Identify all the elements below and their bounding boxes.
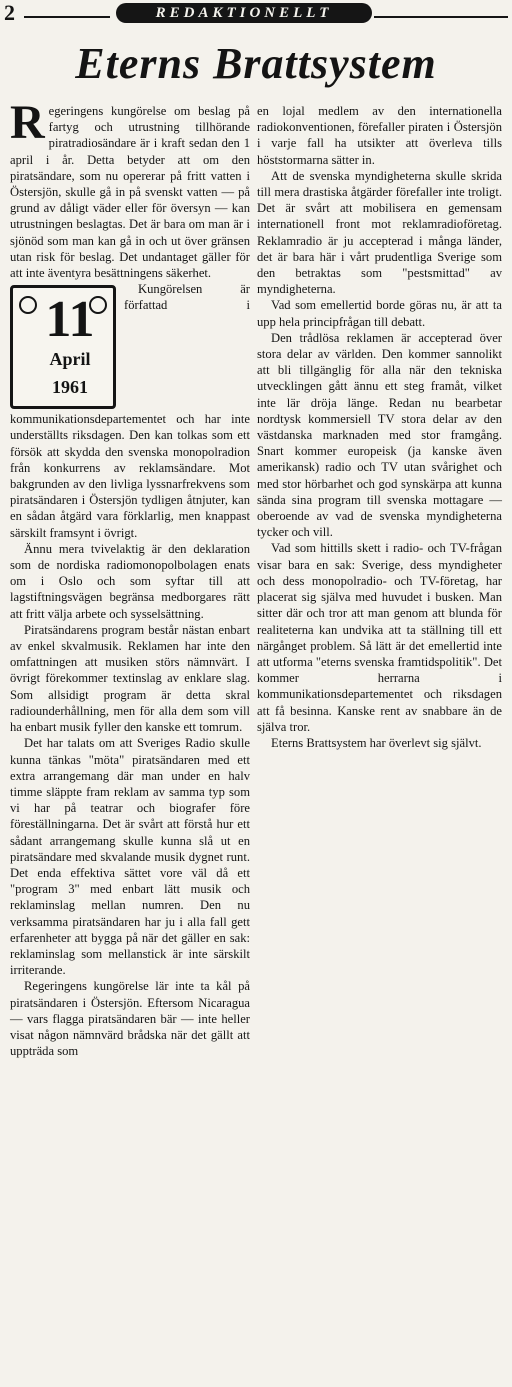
drop-cap: R bbox=[10, 96, 45, 149]
date-month: April bbox=[49, 349, 91, 370]
article-paragraph-11: Vad som hittills skett i radio- och TV-frågan visar bara en sak: Sverige, dess myndigheter och dess monopolradio- och TV-företag, har placerat sig själva med huvudet i busken. Man sitter där och tror att man genom att blunda för realiteterna kan undvika att ta ställning till ett närgånget problem. Så lätt är det emellertid inte att utforma "eterns svenska framtidspolitik". Det kommer herrarna i kommunikationsdepartementet och riksdagen att få besinna. Kanske rent av snabbare än de själva tror. bbox=[257, 541, 502, 734]
page-header bbox=[4, 0, 508, 34]
article-column-left bbox=[10, 96, 250, 1059]
paragraph-text: egeringens kungörelse om beslag på fartyg och utrustning tillhörande piratradiosändare är i kraft sedan den 1 april i år. Detta betyder att om den piratsändare, som nu opererar på fritt vatten i Östersjön, skulle gå in på svenskt vatten — på grund av dåligt väder eller för översyn — kan utrustningen beslagtas. Det är bara om man är i sjönöd som man kan gå in och ut över gränsen utan risk för beslag. Det undantaget gäller för att inte äventyra besättningens säkerhet. bbox=[10, 104, 250, 281]
headline: Eterns Brattsystem bbox=[75, 39, 437, 88]
date-day: 11 bbox=[45, 291, 95, 349]
header-rule-right bbox=[374, 16, 508, 18]
article-paragraph-12: Eterns Brattsystem har överlevt sig självt. bbox=[271, 735, 482, 750]
date-year: 1961 bbox=[52, 377, 88, 398]
article-paragraph-5: Det har talats om att Sveriges Radio skulle kunna tänkas "möta" piratsändaren med ett extra arrangemang där man under en halv timme släppte fram reklam av samma typ som vi har på teatrar och biografer före föreställningarna. Det är svårt att förstå hur ett sådant arrangemang skulle kunna slå ut en piratsändare med skvalande musik dygnet runt. Det enda effektiva sättet vore väl då ett "program 3" med enbart lätt musik och reklaminslag mellan numren. Den nu verksamma piratsändaren har ju i alla fall gett erfarenheter att bygga på när det gäller en sak: reklaminslag som mellanstick är inte särskilt irriterande. bbox=[10, 736, 250, 978]
article-paragraph-8: Att de svenska myndigheterna skulle skrida till mera drastiska åtgärder förefaller inte troligt. Det är svårt att mobilisera en gemensam internationell front mot reklamradioföretag. Reklamradio är ju accepterad i många länder, det är bara här i vårt prudentliga Sverige som den betraktas som "pestsmittad" av myndigheterna. bbox=[257, 168, 502, 297]
article-paragraph-10: Den trådlösa reklamen är accepterad över stora delar av världen. Den kommer sannolikt att bli tillgänglig för alla när den tekniska utvecklingen gått ännu ett steg framåt, vilket inte lär dröja länge. Redan nu bearbetar nordtysk kommersiell TV stora delar av den västdanska marknaden med stor framgång. Snart kommer europeisk (ja kanske även amerikansk) radio och TV utan svårighet och med stor hörbarhet och god synskärpa att kunna sända sina program till svenska mottagare — oberoende av vad de svenska myndigheterna tycker och vill. bbox=[257, 330, 502, 540]
date-box bbox=[10, 285, 116, 409]
article-column-right bbox=[257, 103, 502, 751]
article-paragraph-4: Piratsändarens program består nästan enbart av enkel skvalmusik. Reklamen har inte den omfattningen att musiken störs nämnvärt. I övrigt förekommer textinslag av enklare slag. Som allsidigt program är detta skral radiounderhållning, men för alla dem som vill ha enbart musik fyller den kanske ett tomrum. bbox=[10, 622, 250, 735]
article-paragraph-6: Regeringens kungörelse lär inte ta kål på piratsändaren i Östersjön. Eftersom Nicaragua — vars flagga piratsändaren bär — inte heller visat någon nämnvärd brådska när det gällt att uppträda som bbox=[10, 979, 250, 1059]
article-paragraph-3: Ännu mera tvivelaktig är den deklaration som de nordiska radiomonopolbolagen enats om i Oslo och som syftar till att lagstiftningsvägen begränsa medborgares rätt att fritt välja arbete och sysselsättning. bbox=[10, 541, 250, 621]
article-paragraph-1 bbox=[10, 96, 250, 281]
article-paragraph-2 bbox=[10, 281, 250, 541]
article-paragraph-9: Vad som emellertid borde göras nu, är att ta upp hela principfrågan till debatt. bbox=[257, 298, 502, 329]
section-label: REDAKTIONELLT bbox=[116, 3, 372, 23]
header-rule-left bbox=[24, 16, 110, 18]
page-number: 2 bbox=[4, 0, 15, 25]
paragraph-text: Kungörelsen är författad i kommunikationsdepartementet och har inte underställts riksdagen. Den kan tolkas som ett försök att skydda den svenska monopolradion från konkurrens av reklamsändare. Mot bakgrunden av den livliga lyssnarfrekvens som piratsändaren i Östersjön tydligen åtnjuter, kan en sådan åtgärd vara förklarlig, men knappast särskilt framsynt i övrigt. bbox=[10, 282, 250, 540]
article-paragraph-7: en lojal medlem av den internationella radiokonventionen, förefaller piraten i Östersjön i varje fall ha utsikter att överleva tills höststormarna sätter in. bbox=[257, 104, 502, 167]
